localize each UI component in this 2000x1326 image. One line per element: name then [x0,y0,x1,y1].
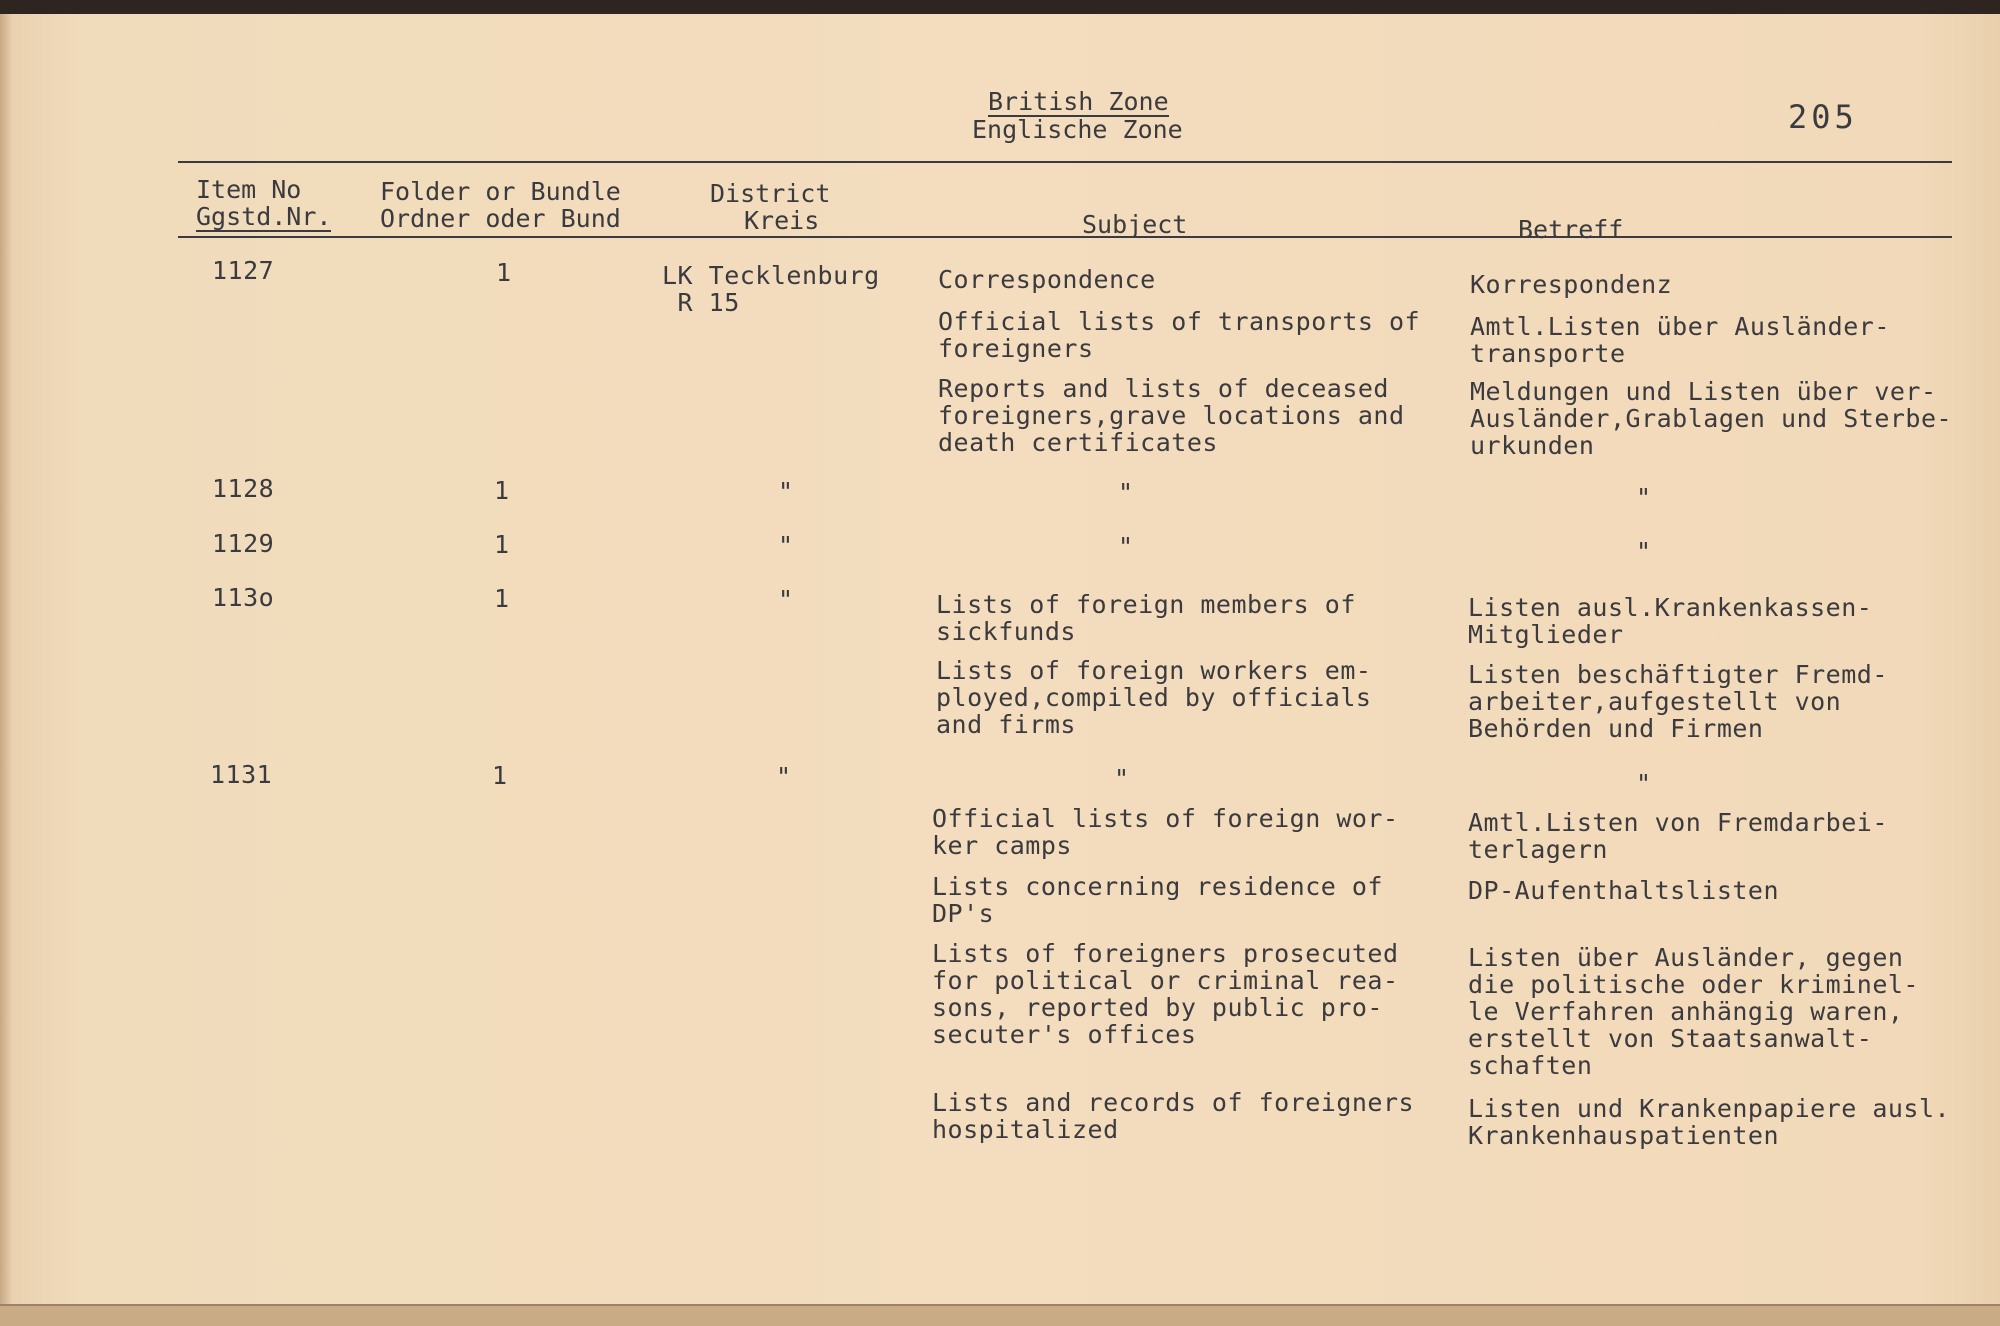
item-number: 113o [212,583,275,612]
betreff-entry: Listen beschäftigter Fremd- arbeiter,aufgestellt von Behörden und Firmen [1468,660,1888,743]
col-header-district-de: Kreis [744,206,820,235]
subject-entry: Reports and lists of deceased foreigners,grave locations and death certificates [938,374,1405,457]
item-number: 1127 [212,256,275,285]
subject-entry: Official lists of transports of foreigners [938,307,1421,363]
subject-entry: " [1118,532,1134,561]
header-bottom-rule [178,236,1952,238]
betreff-entry: " [1636,537,1652,566]
betreff-entry: " [1636,769,1652,798]
col-header-item-en: Item No [196,175,302,204]
item-number: 1128 [212,474,275,503]
betreff-entry: Listen ausl.Krankenkassen- Mitglieder [1468,593,1873,649]
subject-entry: Lists and records of foreigners hospitalized [932,1088,1415,1144]
zone-title-en: British Zone [988,87,1169,116]
col-header-district-en: District [710,179,831,208]
page-number: 205 [1788,98,1858,136]
subject-entry: Lists of foreigners prosecuted for political or criminal rea- sons, reported by public pro- secuter's offices [932,939,1399,1049]
betreff-entry: Listen und Krankenpapiere ausl. Krankenhauspatienten [1468,1094,1951,1150]
folder-count: 1 [496,258,512,287]
col-header-folder-de: Ordner oder Bund [380,204,621,233]
page-bottom-edge [0,1304,2000,1326]
betreff-entry: Amtl.Listen über Ausländer- transporte [1470,312,1890,368]
col-header-item-de: Ggstd.Nr. [196,202,332,231]
folder-count: 1 [492,761,508,790]
district: " [778,585,794,614]
betreff-entry: Listen über Ausländer, gegen die politische oder kriminel- le Verfahren anhängig waren, erstellt von Staatsanwalt- schaften [1468,943,1919,1080]
district: " [776,762,792,791]
betreff-entry: DP-Aufenthaltslisten [1468,876,1780,905]
district: LK Tecklenburg R 15 [662,261,880,317]
district: " [778,477,794,506]
betreff-entry: " [1636,483,1652,512]
item-number: 1129 [212,529,275,558]
betreff-entry: Korrespondenz [1470,270,1673,299]
betreff-entry: Meldungen und Listen über ver- Ausländer,Grablagen und Sterbe- urkunden [1470,377,1953,460]
district: " [778,531,794,560]
folder-count: 1 [494,476,510,505]
page-top-edge [0,0,2000,14]
col-header-betreff: Betreff [1518,215,1624,244]
zone-title-de: Englische Zone [972,115,1183,144]
folder-count: 1 [494,530,510,559]
item-number: 1131 [210,760,273,789]
header-top-rule [178,161,1952,163]
binding-edge [0,14,12,1304]
subject-entry: Official lists of foreign wor- ker camps [932,804,1399,860]
subject-entry: " [1114,764,1130,793]
subject-entry: Lists concerning residence of DP's [932,872,1383,928]
subject-entry: Correspondence [938,265,1156,294]
subject-entry: Lists of foreign members of sickfunds [936,590,1356,646]
col-header-folder-en: Folder or Bundle [380,177,621,206]
folder-count: 1 [494,584,510,613]
subject-entry: " [1118,478,1134,507]
betreff-entry: Amtl.Listen von Fremdarbei- terlagern [1468,808,1888,864]
subject-entry: Lists of foreign workers em- ployed,compiled by officials and firms [936,656,1372,739]
col-header-subject: Subject [1082,210,1188,239]
